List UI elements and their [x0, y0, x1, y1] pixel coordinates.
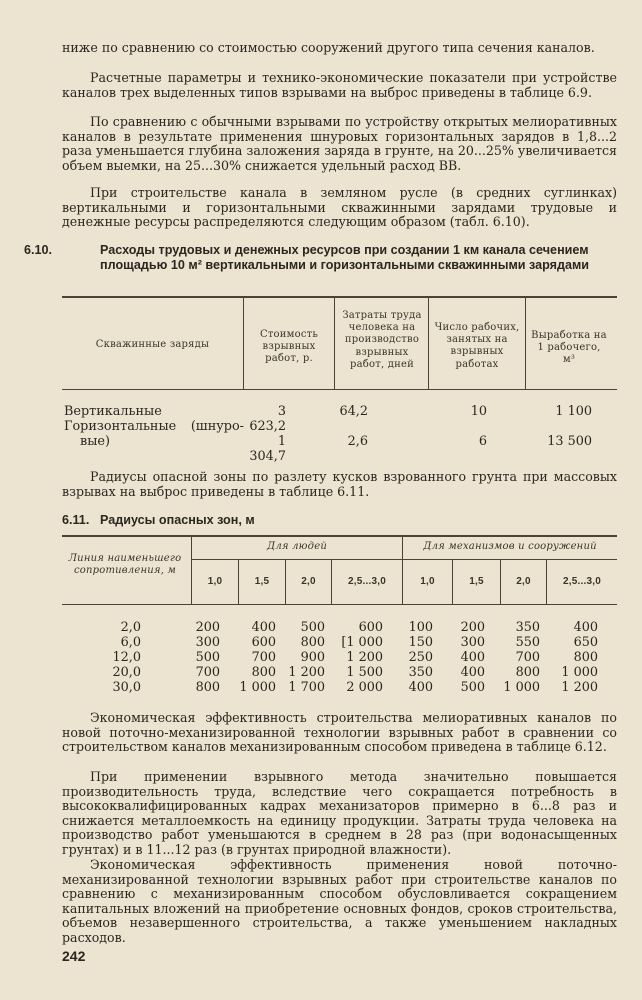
table-rule [62, 296, 617, 298]
cell-labor: 64,2 [339, 404, 368, 419]
paragraph-1: ниже по сравнению со стоимостью сооружений другого типа сечения каналов. [62, 40, 595, 55]
table-rule [62, 535, 617, 537]
table-6-11-title: Радиусы опасных зон, м [100, 513, 255, 527]
cell-output: 1 100 [555, 404, 592, 419]
table-cell: 1 000 [503, 680, 540, 695]
table-cell: 1 200 [561, 680, 598, 695]
paragraph-8: Экономическая эффективность применения новой поточно-механизированной технологии взрывных работ при строительстве каналов по сравнению с механизированным способом обусловливается сокращением капитальных вложений на приобретение основных фондов, сроков строительства, объемов незавершенного строительства, а также уменьшением накладных расходов. [62, 857, 617, 945]
sub-header: 1,5 [469, 576, 484, 587]
table-divider [428, 297, 429, 389]
table-cell: 200 [460, 620, 485, 635]
col-header-labor: Затраты труда человека на производство взрывных работ, дней [342, 310, 422, 370]
col-header-output: Выработка на 1 рабочего, м³ [531, 330, 607, 366]
col-header-workers: Число рабочих, занятых на взрывных работах [434, 322, 520, 370]
row-label: Вертикальные [64, 404, 162, 419]
table-cell: 800 [300, 635, 325, 650]
row-lns-value: 20,0 [112, 665, 141, 680]
cell-output: 13 500 [547, 434, 592, 449]
table-6-10-number: 6.10. [24, 243, 53, 257]
table-cell: 400 [251, 620, 276, 635]
table-cell: 400 [460, 665, 485, 680]
sub-header: 1,0 [207, 576, 223, 587]
group-header-people: Для людей [267, 541, 327, 552]
table-cell: 100 [408, 620, 433, 635]
row-lns-value: 2,0 [120, 620, 141, 635]
paragraph-3: По сравнению с обычными взрывами по устройству открытых мелиоративных каналов в результате применения шнуровых горизонтальных зарядов в 1,8...2 раза уменьшается глубина заложения заряда в грунте, на 20...25% увеличивается объем выемки, на 25...30% снижается удельный расход ВВ. [62, 114, 617, 173]
table-cell: 350 [515, 620, 540, 635]
table-6-11-caption [62, 513, 617, 528]
row-lns-value: 6,0 [120, 635, 141, 650]
table-cell: 200 [195, 620, 220, 635]
table-cell: 1 200 [346, 650, 383, 665]
table-cell: 400 [573, 620, 598, 635]
table-cell: 700 [195, 665, 220, 680]
table-cell: 1 000 [561, 665, 598, 680]
cell-workers: 6 [478, 434, 487, 449]
table-cell: 900 [300, 650, 325, 665]
table-cell: 600 [358, 620, 383, 635]
sub-header: 2,0 [516, 576, 531, 587]
row-label: Горизонтальные (шнуро- [64, 419, 244, 434]
stub-header: Линия наименьшего сопротивления, м [68, 553, 182, 577]
table-cell: 300 [460, 635, 485, 650]
table-cell: 400 [408, 680, 433, 695]
table-cell: 500 [195, 650, 220, 665]
table-cell: 500 [300, 620, 325, 635]
paragraph-6: Экономическая эффективность строительства мелиоративных каналов по новой поточно-механизированной технологии взрывных работ в сравнении со строительством каналов механизированным способом приведена в таблице 6.12. [62, 710, 617, 755]
table-cell: 1 000 [239, 680, 276, 695]
table-cell: 700 [515, 650, 540, 665]
table-6-10-caption [24, 243, 617, 273]
table-rule [62, 389, 617, 390]
row-lns-value: 12,0 [112, 650, 141, 665]
row-label-cont: вые) [80, 434, 110, 449]
table-cell: 700 [251, 650, 276, 665]
paragraph-7: При применении взрывного метода значительно повышается производительность труда, вследствие чего сокращается потребность в высококвалифицированных кадрах механизаторов примерно в 6...8 раз и снижается металлоемкость на единицу продукции. Затраты труда человека на производство работ уменьшаются в среднем в 28 раз (при водонасыщенных грунтах) и в 11...12 раз (в грунтах природной влажности). [62, 769, 617, 857]
table-cell: 600 [251, 635, 276, 650]
table-cell: 1 700 [288, 680, 325, 695]
cell-cost: 3 623,2 [249, 404, 286, 434]
table-cell: 1 200 [288, 665, 325, 680]
cell-labor: 2,6 [347, 434, 368, 449]
table-cell: 350 [408, 665, 433, 680]
table-rule [192, 559, 617, 560]
table-cell: 1 500 [346, 665, 383, 680]
cell-cost: 1 304,7 [249, 434, 286, 464]
col-header-cost: Стоимость взрывных работ, р. [259, 329, 319, 365]
table-6-10-title: Расходы трудовых и денежных ресурсов при создании 1 км канала сечением площадью 10 м² вертикальными и горизонтальными скважинными зарядами [100, 243, 590, 272]
group-header-machines: Для механизмов и сооружений [423, 541, 597, 552]
table-cell: 250 [408, 650, 433, 665]
row-lns-value: 30,0 [112, 680, 141, 695]
table-cell: 550 [515, 635, 540, 650]
table-cell: 300 [195, 635, 220, 650]
paragraph-2: Расчетные параметры и технико-экономические показатели при устройстве каналов трех выделенных типов взрывами на выброс приведены в таблице 6.9. [62, 70, 617, 100]
sub-header: 1,0 [420, 576, 435, 587]
sub-header: 2,5...3,0 [563, 576, 601, 587]
table-cell: 150 [408, 635, 433, 650]
sub-header: 2,0 [301, 576, 316, 587]
paragraph-5: Радиусы опасной зоны по разлету кусков взрованного грунта при массовых взрывах на выброс приведены в таблице 6.11. [62, 469, 617, 499]
sub-header: 2,5...3,0 [348, 576, 386, 587]
table-cell: 2 000 [346, 680, 383, 695]
table-6-11-number: 6.11. [62, 513, 90, 527]
paragraph-4: При строительстве канала в земляном русле (в средних суглинках) вертикальными и горизонтальными скважинными зарядами трудовые и денежные ресурсы распределяются следующим образом (табл. 6.10). [62, 185, 617, 230]
table-divider [334, 297, 335, 389]
table-cell: 800 [251, 665, 276, 680]
table-cell: 500 [460, 680, 485, 695]
table-divider [243, 297, 244, 389]
table-cell: [1 000 [341, 635, 383, 650]
table-cell: 400 [460, 650, 485, 665]
page-number: 242 [62, 948, 86, 964]
table-divider [525, 297, 526, 389]
table-cell: 800 [195, 680, 220, 695]
table-cell: 800 [515, 665, 540, 680]
sub-header: 1,5 [254, 576, 270, 587]
table-rule [62, 604, 617, 605]
col-header-charges: Скважинные заряды [95, 339, 210, 350]
table-cell: 800 [573, 650, 598, 665]
table-cell: 650 [573, 635, 598, 650]
cell-workers: 10 [470, 404, 487, 419]
